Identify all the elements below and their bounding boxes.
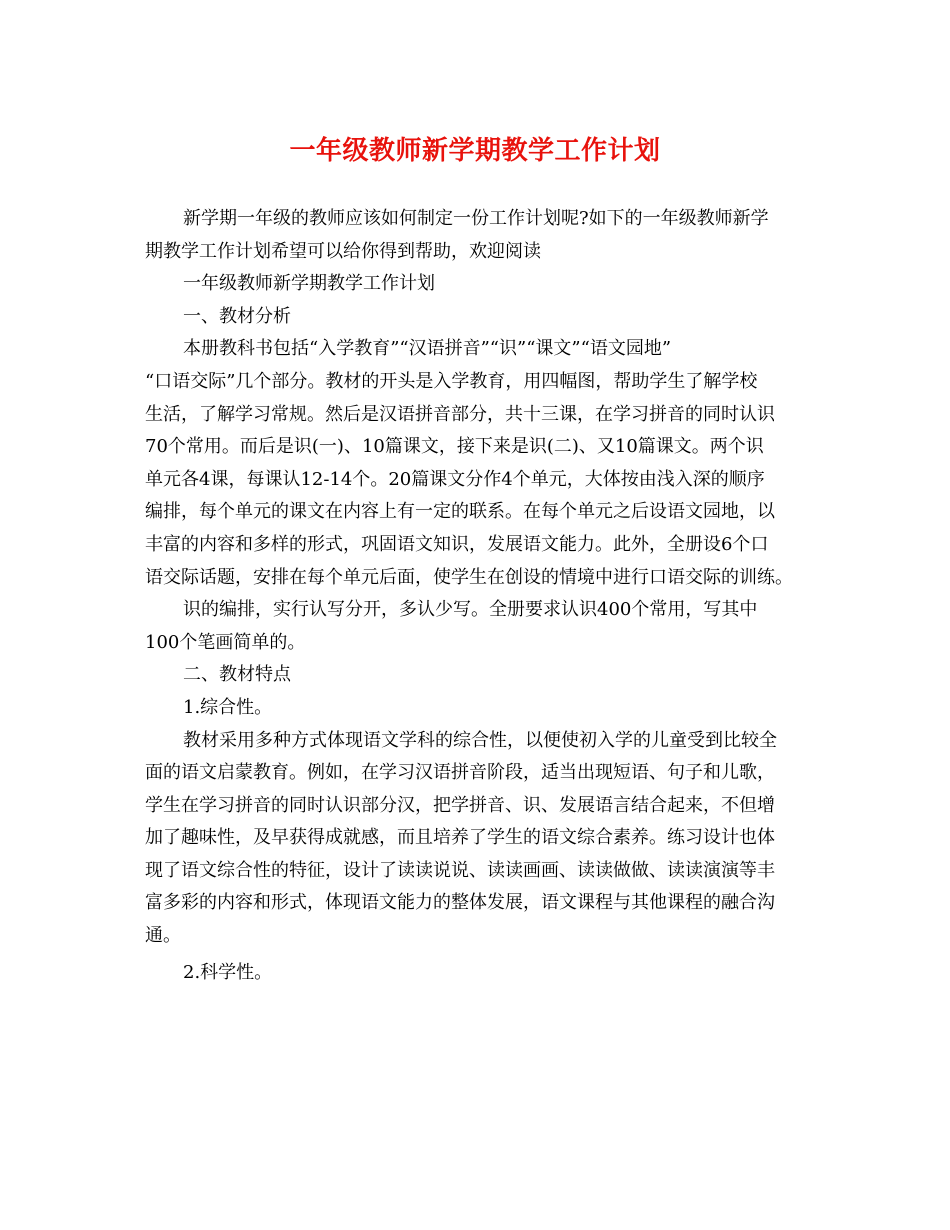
section-heading: 一、教材分析 [183, 305, 291, 327]
paragraph-line: 编排，每个单元的课文在内容上有一定的联系。在每个单元之后设语文园地，以 [145, 501, 775, 523]
paragraph-line: 新学期一年级的教师应该如何制定一份工作计划呢?如下的一年级教师新学 [183, 208, 769, 229]
paragraph-line: 加了趣味性，及早获得成就感，而且培养了学生的语文综合素养。练习设计也体 [145, 827, 775, 849]
section-heading: 二、教材特点 [183, 664, 291, 686]
subsection-heading: 2.科学性。 [183, 961, 273, 983]
paragraph-line: 100个笔画简单的。 [145, 631, 306, 653]
paragraph-line: 面的语文启蒙教育。例如，在学习汉语拼音阶段，适当出现短语、句子和儿歌， [145, 762, 775, 784]
paragraph-line: 70个常用。而后是识(一)、10篇课文，接下来是识(二)、又10篇课文。两个识 [145, 436, 764, 458]
paragraph-line: 通。 [145, 925, 181, 947]
paragraph-line: 富多彩的内容和形式，体现语文能力的整体发展，语文课程与其他课程的融合沟 [145, 892, 775, 914]
subtitle-line: 一年级教师新学期教学工作计划 [183, 273, 435, 295]
document-title: 一年级教师新学期教学工作计划 [289, 136, 661, 166]
paragraph-line: 教材采用多种方式体现语文学科的综合性，以便使初入学的儿童受到比较全 [183, 729, 777, 751]
paragraph-line: 生活，了解学习常规。然后是汉语拼音部分，共十三课，在学习拼音的同时认识 [145, 403, 775, 425]
paragraph-line: 本册教科书包括“入学教育”“汉语拼音”“识”“课文”“语文园地” [183, 338, 672, 360]
paragraph-line: 识的编排，实行认写分开，多认少写。全册要求认识400个常用，写其中 [183, 599, 758, 621]
paragraph-line: 丰富的内容和多样的形式，巩固语文知识，发展语文能力。此外，全册设6个口 [145, 533, 769, 555]
paragraph-line: “口语交际”几个部分。教材的开头是入学教育，用四幅图，帮助学生了解学校 [145, 370, 758, 392]
paragraph-line: 语交际话题，安排在每个单元后面，使学生在创设的情境中进行口语交际的训练。 [145, 566, 793, 588]
paragraph-line: 现了语文综合性的特征，设计了读读说说、读读画画、读读做做、读读演演等丰 [145, 859, 775, 881]
subsection-heading: 1.综合性。 [183, 696, 273, 718]
paragraph-line: 期教学工作计划希望可以给你得到帮助，欢迎阅读 [145, 240, 541, 262]
paragraph-line: 单元各4课，每课认12-14个。20篇课文分作4个单元，大体按由浅入深的顺序 [145, 468, 765, 490]
paragraph-line: 学生在学习拼音的同时认识部分汉，把学拼音、识、发展语言结合起来，不但增 [145, 794, 775, 816]
document-body [145, 203, 815, 989]
